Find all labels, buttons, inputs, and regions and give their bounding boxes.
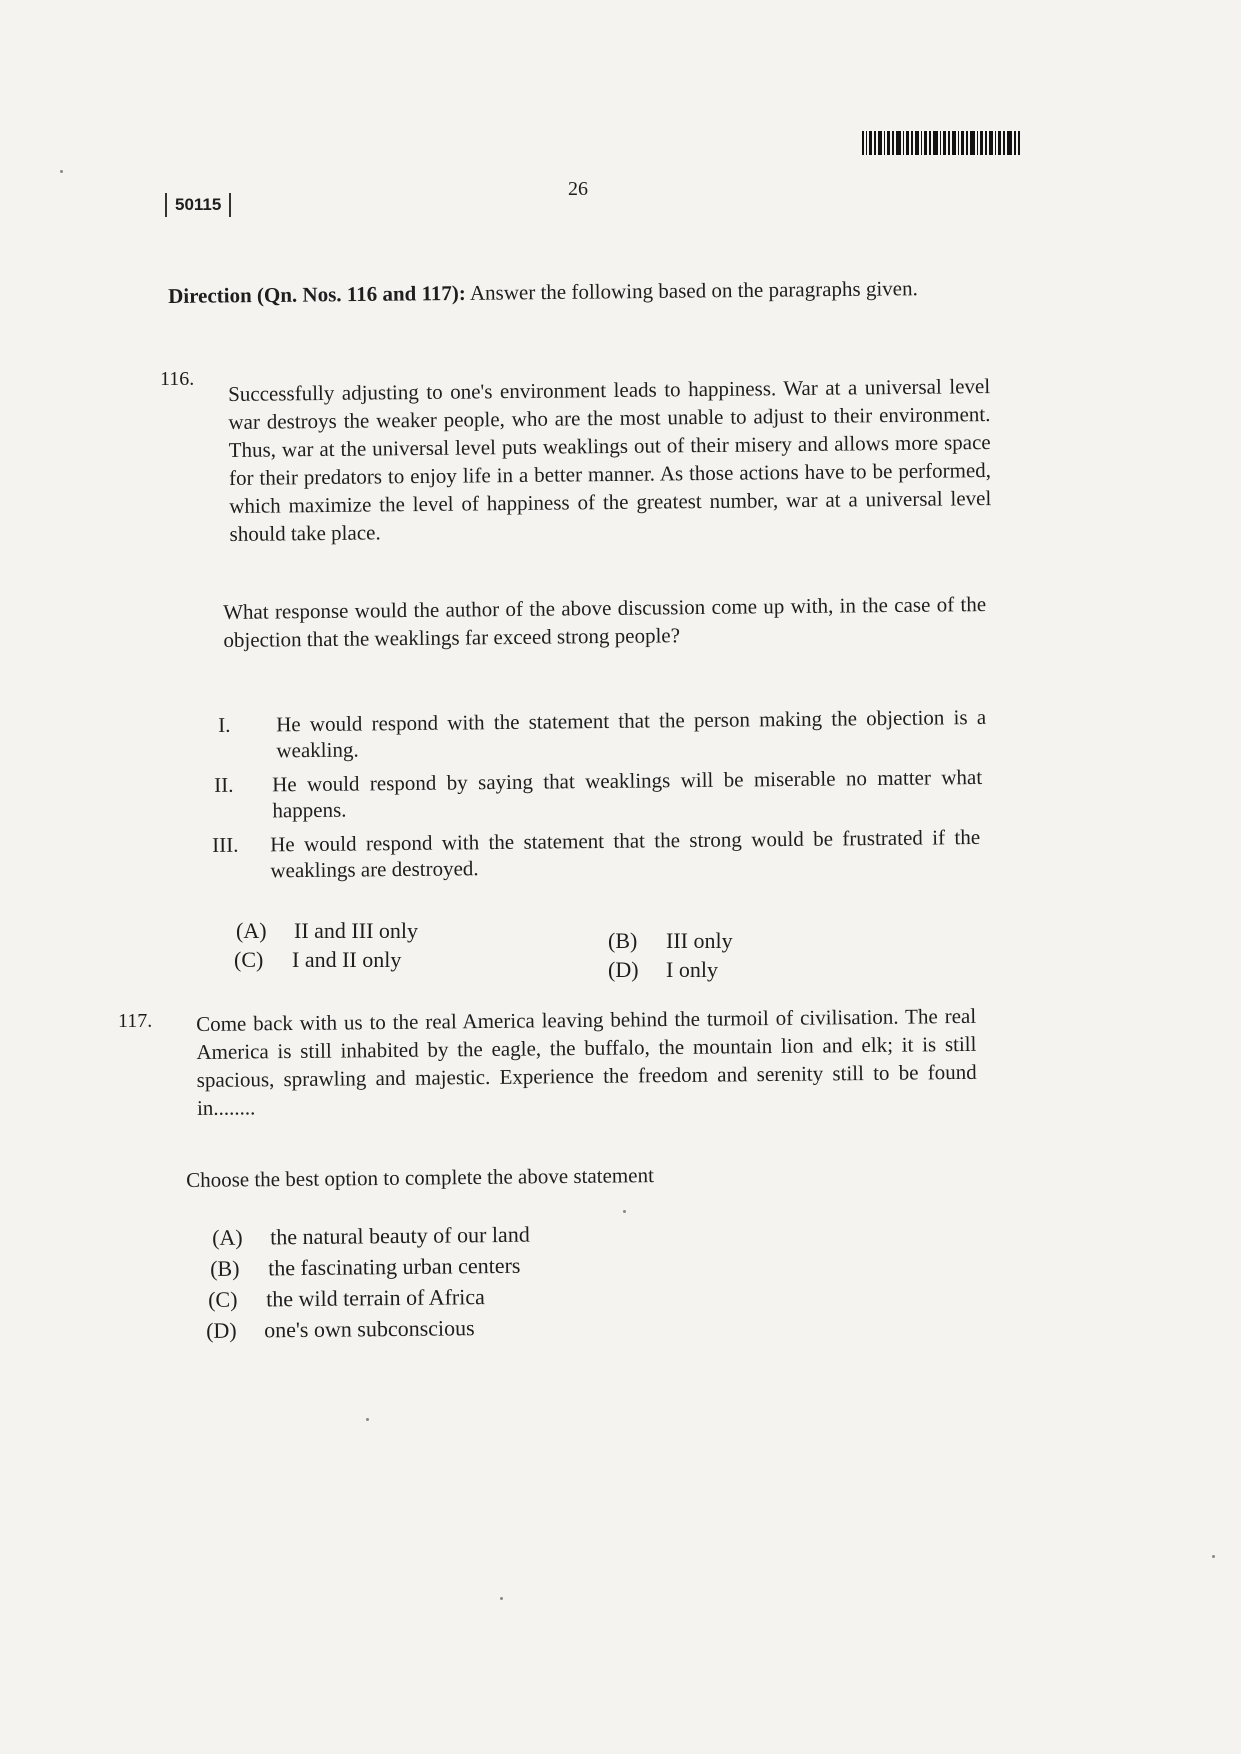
option-label: (A) xyxy=(212,1224,243,1250)
option-label: (D) xyxy=(608,957,639,982)
option-label: (C) xyxy=(234,947,264,972)
statement-text: He would respond with the statement that the strong would be frustrated if the weaklings are destroyed. xyxy=(270,824,981,883)
statement-number: II. xyxy=(214,772,234,797)
direction-text: Answer the following based on the paragraphs given. xyxy=(469,276,918,305)
option-c[interactable] xyxy=(208,1284,485,1313)
scan-speck xyxy=(500,1597,503,1600)
statement-text: He would respond with the statement that the person making the objection is a weakling. xyxy=(276,704,987,763)
option-text: one's own subconscious xyxy=(263,1315,475,1343)
scan-speck xyxy=(1212,1555,1215,1558)
question-prompt: What response would the author of the above discussion come up with, in the case of the objection that the weaklings far exceed strong people? xyxy=(223,592,987,652)
option-text: II and III only xyxy=(294,918,419,943)
option-text: I only xyxy=(666,957,718,982)
option-text: III only xyxy=(666,928,733,953)
option-d[interactable] xyxy=(608,957,718,983)
statement-text: He would respond by saying that weaklings will be miserable no matter what happens. xyxy=(272,764,983,823)
option-b[interactable] xyxy=(210,1253,521,1282)
question-passage: Come back with us to the real America leaving behind the turmoil of civilisation. The real America is still inhabited by the eagle, the buffalo, the mountain lion and elk; it is still spacious, sprawling and majestic. Experience the freedom and serenity still to be found in........ xyxy=(196,1003,977,1120)
option-b[interactable] xyxy=(608,928,733,954)
scan-speck xyxy=(60,170,63,173)
option-label: (B) xyxy=(608,928,638,953)
scan-speck xyxy=(623,1210,626,1213)
option-c[interactable] xyxy=(234,947,401,973)
option-a[interactable] xyxy=(212,1222,530,1251)
statement-number: I. xyxy=(218,712,231,737)
question-prompt: Choose the best option to complete the above statement xyxy=(186,1163,654,1192)
option-label: (D) xyxy=(206,1317,237,1343)
option-text: the fascinating urban centers xyxy=(267,1252,521,1281)
question-number: 116. xyxy=(160,368,195,390)
scan-speck xyxy=(366,1418,369,1421)
option-text: I and II only xyxy=(292,947,402,972)
option-label: (C) xyxy=(208,1286,238,1312)
option-d[interactable] xyxy=(206,1315,475,1344)
option-text: the wild terrain of Africa xyxy=(265,1284,485,1312)
barcode-icon xyxy=(862,131,1020,155)
paper-code: 50115 xyxy=(165,193,231,217)
page-number: 26 xyxy=(568,178,588,200)
question-number: 117. xyxy=(118,1010,153,1032)
option-label: (A) xyxy=(236,918,267,943)
direction xyxy=(168,274,993,309)
direction-label: Direction (Qn. Nos. 116 and 117): xyxy=(168,280,466,308)
option-text: the natural beauty of our land xyxy=(269,1221,530,1250)
statement-number: III. xyxy=(212,832,239,857)
option-label: (B) xyxy=(210,1255,240,1281)
option-a[interactable] xyxy=(236,918,418,944)
question-passage: Successfully adjusting to one's environment leads to happiness. War at a universal level war destroys the weaker people, who are the most unable to adjust to their environment. Thus, war at the universal level puts weaklings out of their misery and allows more space for their predators to enjoy life in a better manner. As those actions have to be performed, which maximize the level of happiness of the greatest number, war at a universal level should take place. xyxy=(228,374,992,546)
